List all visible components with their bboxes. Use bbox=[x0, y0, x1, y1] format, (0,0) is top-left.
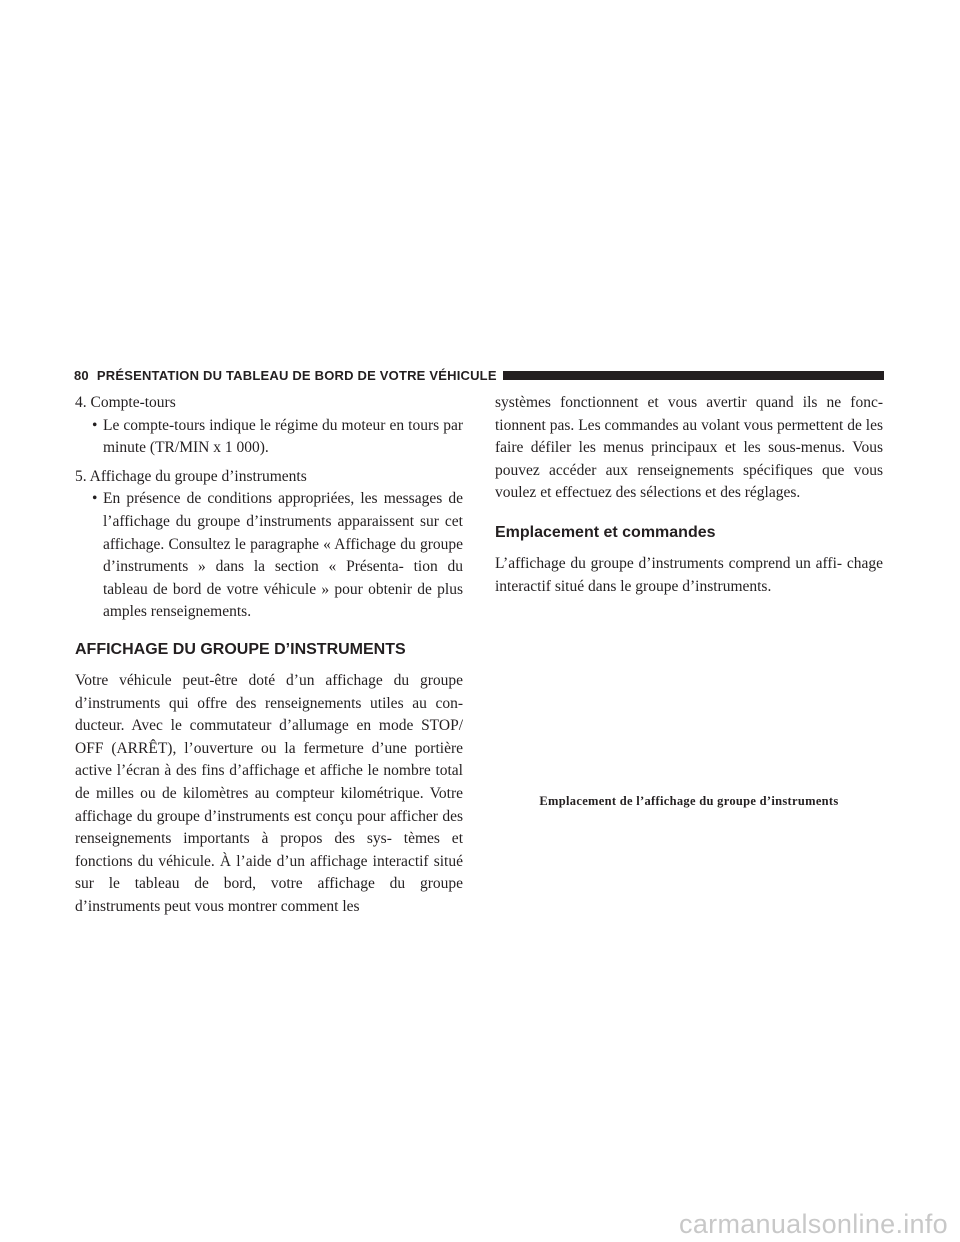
left-column bbox=[75, 392, 463, 918]
list-item-title: 4. Compte-tours bbox=[75, 394, 176, 411]
section-title: PRÉSENTATION DU TABLEAU DE BORD DE VOTRE VÉHICULE bbox=[96, 367, 497, 383]
running-header bbox=[74, 366, 884, 384]
header-rule bbox=[503, 371, 884, 380]
page-number: 80 bbox=[74, 367, 89, 383]
list-item-tachometer bbox=[75, 392, 463, 460]
watermark: carmanualsonline.info bbox=[679, 1209, 948, 1239]
bullet-icon: • bbox=[92, 416, 98, 434]
bullet-text: Le compte-tours indique le régime du moteur en tours par minute (TR/MIN x 1 000). bbox=[103, 416, 463, 457]
body-paragraph: L’affichage du groupe d’instruments comprend un affi- chage interactif situé dans le groupe d’instruments. bbox=[495, 554, 883, 595]
section-heading: AFFICHAGE DU GROUPE D’INSTRUMENTS bbox=[75, 640, 406, 658]
list-item-cluster-display bbox=[75, 466, 463, 624]
bullet-icon: • bbox=[92, 490, 98, 508]
bullet-item bbox=[75, 415, 463, 460]
body-paragraph-continued: systèmes fonctionnent et vous avertir quand ils ne fonc- tionnent pas. Les commandes au volant vous permettent de les faire défiler les menus principaux et les sous-menus. Vous pouvez accéder aux renseignements spécifiques que vous voulez et effectuez des sélections et des réglages. bbox=[495, 394, 883, 502]
figure-caption: Emplacement de l’affichage du groupe d’instruments bbox=[539, 794, 839, 808]
list-item-title: 5. Affichage du groupe d’instruments bbox=[75, 467, 307, 485]
body-paragraph: Votre véhicule peut-être doté d’un affichage du groupe d’instruments qui offre des renseignements utiles au con- ducteur. Avec le commutateur d’allumage en mode STOP/ OFF (ARRÊT), l’ouverture ou la fermeture d’une portière active l’écran à des fins d’affichage et affiche le nombre total de milles ou de kilomètres au compteur kilométrique. Votre affichage du groupe d’instruments est conçu pour afficher des renseignements importants à propos des sys- tèmes et fonctions du véhicule. À l’aide d’un affichage interactif situé sur le tableau de bord, votre affichage du groupe d’instruments peut vous montrer comment les bbox=[75, 671, 463, 915]
bullet-item bbox=[75, 488, 463, 624]
bullet-text: En présence de conditions appropriées, les messages de l’affichage du groupe d’instruments apparaissent sur cet affichage. Consultez le paragraphe « Affichage du groupe d’instruments » dans la section « Présenta- tion du tableau de bord de votre véhicule » pour obtenir de plus amples renseignements. bbox=[103, 490, 463, 621]
right-column bbox=[495, 392, 883, 598]
subsection-heading: Emplacement et commandes bbox=[495, 523, 716, 541]
